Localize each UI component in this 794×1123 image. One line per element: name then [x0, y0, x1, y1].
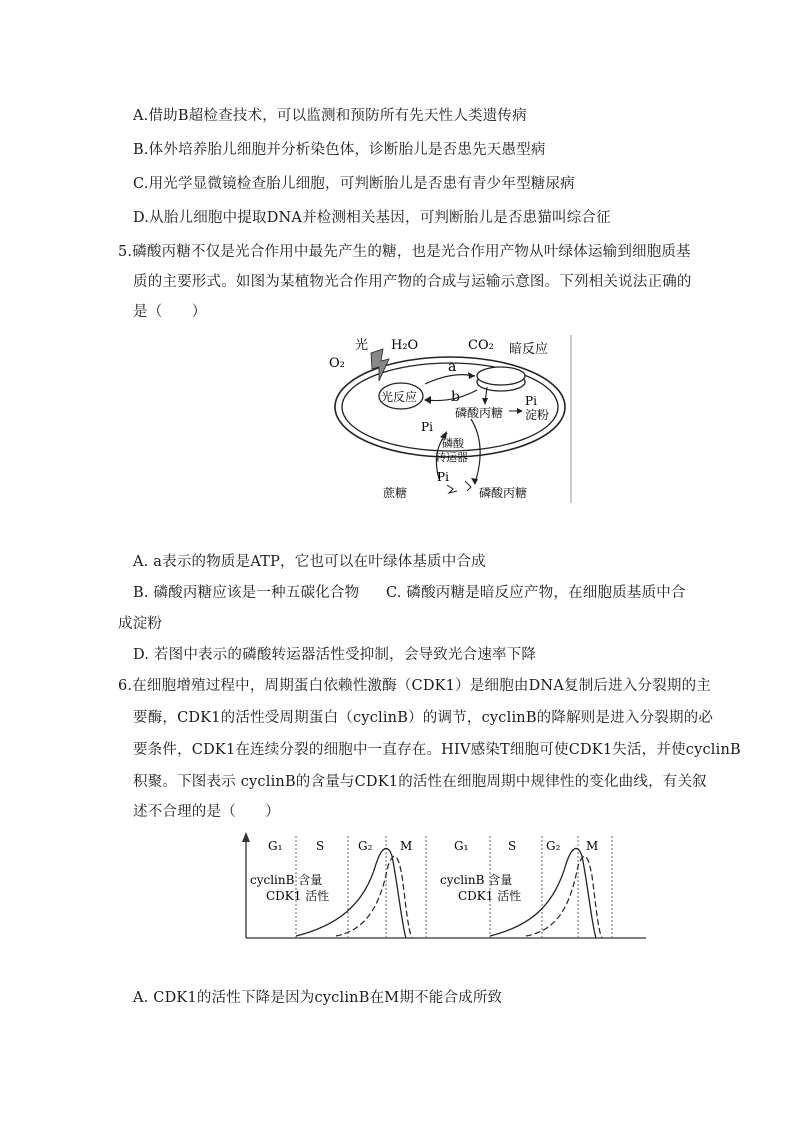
triose-inner-label: 磷酸丙糖 — [455, 406, 504, 420]
phase-m-1: M — [400, 839, 413, 853]
o2-label: O₂ — [329, 356, 345, 371]
q4-option-a: A.借助B超检查技术，可以监测和预防所有先天性人类遗传病 — [133, 108, 527, 124]
a-label: a — [448, 359, 457, 375]
q4-option-b: B.体外培养胎儿细胞并分析染色体，诊断胎儿是否患先天愚型病 — [133, 142, 546, 158]
q6-stem-line-1: 6.在细胞增殖过程中，周期蛋白依赖性激酶（CDK1）是细胞由DNA复制后进入分裂期的主 — [118, 678, 711, 694]
q6-option-a: A. CDK1的活性下降是因为cyclinB在M期不能合成所致 — [133, 990, 503, 1006]
q4-option-d: D.从胎儿细胞中提取DNA并检测相关基因，可判断胎儿是否患猫叫综合征 — [133, 210, 611, 226]
phase-m-2: M — [586, 839, 599, 853]
b-label: b — [451, 389, 460, 405]
starch-label: 淀粉 — [525, 408, 550, 422]
cdk-label-2: CDK1 活性 — [458, 889, 522, 903]
q5-option-b: B. 磷酸丙糖应该是一种五碳化合物 — [133, 585, 360, 601]
phase-g1-1: G₁ — [268, 839, 283, 853]
transporter-arrow-right — [471, 419, 480, 483]
cyclin-label-1: cyclinB 含量 — [250, 873, 323, 887]
light-label: 光 — [355, 338, 369, 353]
q5-stem-line-1: 5.磷酸丙糖不仅是光合作用中最先产生的糖，也是光合作用产物从叶绿体运输到细胞质基 — [118, 244, 691, 260]
q5-option-d: D. 若图中表示的磷酸转运器活性受抑制，会导致光合速率下降 — [133, 647, 537, 663]
phase-s-1: S — [316, 839, 325, 853]
chloroplast-diagram — [325, 333, 575, 505]
pi-top-label: Pi — [421, 420, 433, 434]
cell-cycle-chart — [236, 826, 652, 948]
phase-s-2: S — [508, 839, 517, 853]
phase-g2-1: G₂ — [358, 839, 373, 853]
q6-stem-line-5: 述不合理的是（ ） — [133, 804, 280, 820]
q5-option-a: A. a表示的物质是ATP，它也可以在叶绿体基质中合成 — [133, 554, 486, 570]
phase-g2-2: G₂ — [546, 839, 561, 853]
q6-stem-line-3: 要条件，CDK1在连续分裂的细胞中一直存在。HIV感染T细胞可使CDK1失活，并使cyclinB — [133, 742, 741, 758]
cdk-label-1: CDK1 活性 — [266, 889, 330, 903]
phase-g1-2: G₁ — [454, 839, 469, 853]
co2-label: CO₂ — [468, 338, 494, 353]
q6-stem-line-2: 要酶，CDK1的活性受周期蛋白（cyclinB）的调节，cyclinB的降解则是进入分裂期的必 — [133, 710, 714, 726]
q6-stem-line-4: 积聚。下图表示 cyclinB的含量与CDK1的活性在细胞周期中规律性的变化曲线，有关叙 — [133, 774, 707, 790]
q5-stem-line-3: 是（ ） — [133, 304, 207, 320]
pi-inner-label: Pi — [525, 394, 537, 408]
arrow-a — [425, 375, 475, 384]
q5-option-c: C. 磷酸丙糖是暗反应产物，在细胞质基质中合 — [386, 585, 686, 601]
q5-stem-line-2: 质的主要形式。如图为某植物光合作用产物的合成与运输示意图。下列相关说法正确的 — [133, 274, 692, 290]
cyclin-label-2: cyclinB 含量 — [440, 873, 513, 887]
transporter-label-1: 磷酸 — [442, 437, 464, 450]
pi-bottom-label: Pi — [437, 470, 449, 484]
triose-outer-label: 磷酸丙糖 — [479, 486, 528, 500]
q4-option-c: C.用光学显微镜检查胎儿细胞，可判断胎儿是否患有青少年型糖尿病 — [133, 176, 575, 192]
transporter-label-2: 转运器 — [435, 451, 468, 464]
sucrose-label: 蔗糖 — [383, 486, 408, 500]
dark-reaction-label: 暗反应 — [509, 342, 549, 357]
light-reaction-label: 光反应 — [381, 390, 418, 404]
h2o-label: H₂O — [391, 338, 419, 353]
q5-option-c-continued: 成淀粉 — [118, 616, 163, 632]
